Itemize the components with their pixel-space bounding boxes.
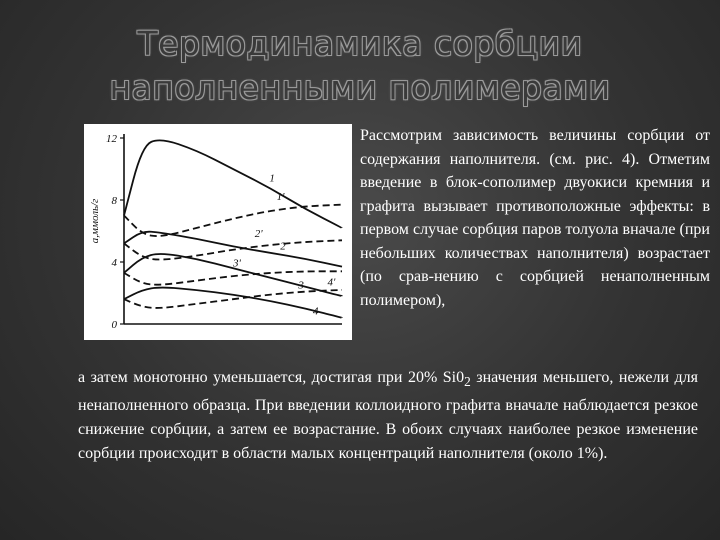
y-tick-label: 8 bbox=[111, 195, 117, 207]
series-3-prime bbox=[124, 271, 342, 284]
paragraph-bottom-part-2: значения меньшего, нежели для ненаполненного образца. При введении коллоидного графита вначале наблюдается резкое снижение сорбции, а затем ее возрастание. В обоих случаях наиболее резкое изменение сорбции происходит в области малых концентраций наполнителя (около 1%). bbox=[78, 369, 698, 463]
paragraph-bottom bbox=[78, 366, 698, 466]
curve-label: 2 bbox=[280, 240, 286, 253]
series-1 bbox=[124, 140, 342, 228]
sorption-chart bbox=[84, 124, 352, 340]
curve-label: 1' bbox=[276, 191, 285, 203]
y-axis-label: a,ммоль/г bbox=[89, 198, 101, 244]
curve-label: 4 bbox=[312, 305, 319, 318]
series-1-prime bbox=[124, 205, 342, 236]
curve-label: 4' bbox=[327, 276, 336, 289]
y-tick-label: 0 bbox=[111, 319, 117, 331]
curve-label: 3 bbox=[298, 279, 304, 292]
title-line-1: Термодинамика сорбции bbox=[137, 24, 583, 63]
title-line-2: наполненными полимерами bbox=[109, 68, 611, 107]
subscript-2: 2 bbox=[464, 374, 471, 390]
curve-label: 1 bbox=[269, 172, 275, 185]
series-4-prime bbox=[124, 290, 342, 308]
paragraph-bottom-part-1: а затем монотонно уменьшается, достигая при 20% Si0 bbox=[78, 369, 465, 386]
curve-label: 2' bbox=[254, 228, 263, 241]
paragraph-right: Рассмотрим зависимость величины сорбции от содержания наполнителя. (см. рис. 4). Отметим введение в блок-сополимер двуокиси кремния и графита вызывает противоположные эффекты: в первом случае сорбция паров толуола вначале (при небольших количествах наполнителя) возрастает (по срав-нению с сорбцией ненаполненным полимером), bbox=[360, 127, 710, 309]
y-tick-label: 4 bbox=[111, 257, 117, 269]
y-tick-label: 12 bbox=[106, 133, 117, 145]
series-2-prime bbox=[124, 240, 342, 259]
curve-label: 3' bbox=[233, 257, 241, 270]
sorption-figure bbox=[84, 124, 352, 340]
slide-title bbox=[0, 22, 720, 110]
